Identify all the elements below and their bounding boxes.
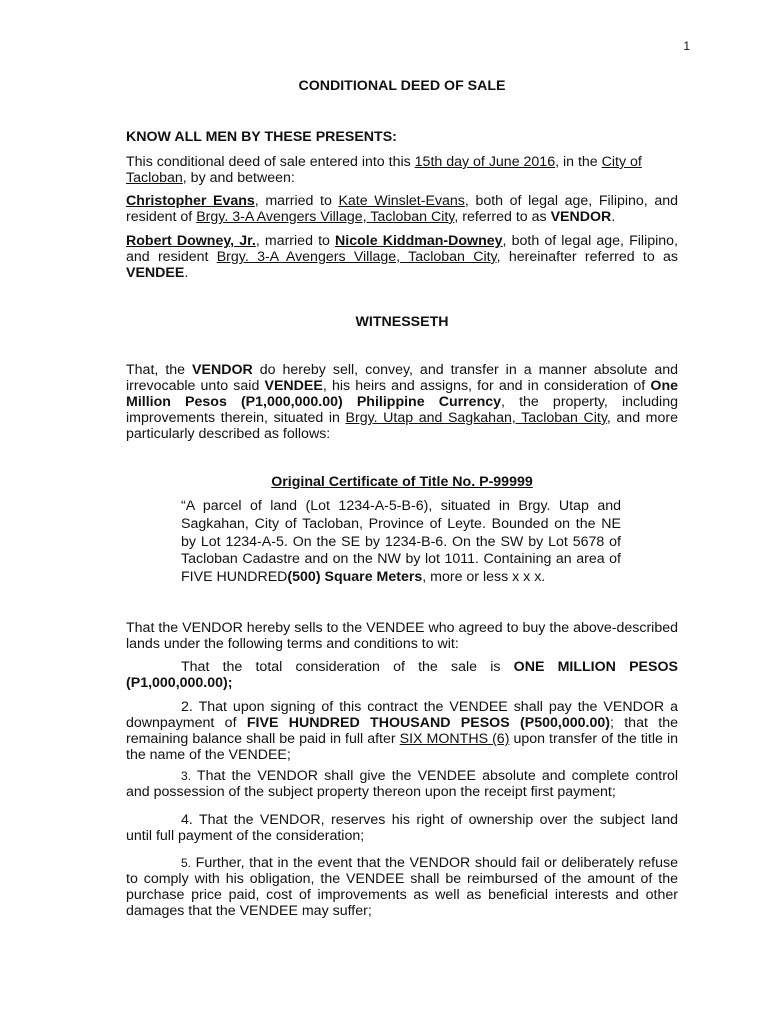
vendee-spouse: Nicole Kiddman-Downey — [335, 233, 503, 249]
vendor-spouse: Kate Winslet-Evans — [338, 193, 465, 209]
page-number: 1 — [683, 39, 690, 53]
preamble: KNOW ALL MEN BY THESE PRESENTS: — [126, 129, 397, 145]
vendee-party-paragraph: Robert Downey, Jr., married to Nicole Kiddman-Downey, both of legal age, Filipino, and resident Brgy. 3-A Avengers Village, Tacloban City, hereinafter referred to as VENDEE. — [126, 233, 678, 281]
vendor-party-paragraph: Christopher Evans, married to Kate Winslet-Evans, both of legal age, Filipino, and resident of Brgy. 3-A Avengers Village, Tacloban City, referred to as VENDOR. — [126, 193, 678, 225]
term-3: 3. That the VENDOR shall give the VENDEE absolute and complete control and possession of the subject property thereon upon the receipt first payment; — [126, 768, 678, 800]
property-location: Brgy. Utap and Sagkahan, Tacloban City — [345, 410, 607, 426]
title-certificate-heading: Original Certificate of Title No. P-99999 — [271, 474, 533, 490]
intro-paragraph: This conditional deed of sale entered into this 15th day of June 2016, in the City of Tacloban, by and between: — [126, 154, 642, 186]
witnesseth-heading: WITNESSETH — [355, 314, 449, 330]
terms-intro-paragraph: That the VENDOR hereby sells to the VENDEE who agreed to buy the above-described lands under the following terms and conditions to wit: — [126, 620, 678, 652]
vendor-address: Brgy. 3-A Avengers Village, Tacloban City — [196, 209, 455, 225]
conveyance-paragraph: That, the VENDOR do hereby sell, convey, and transfer in a manner absolute and irrevocable unto said VENDEE, his heirs and assigns, for and in consideration of One Million Pesos (P1,000,000.00) Philippine Currency, the property, including improvements therein, situated in Brgy. Utap and Sagkahan, Tacloban City, and more particularly described as follows: — [126, 362, 678, 442]
payment-period: SIX MONTHS (6) — [399, 731, 510, 747]
consideration-amount: One Million Pesos (P1,000,000.00) Philippine Currency — [126, 378, 678, 410]
term-4: 4. That the VENDOR, reserves his right of ownership over the subject land until full payment of the consideration; — [126, 812, 678, 844]
document-title: CONDITIONAL DEED OF SALE — [298, 78, 506, 94]
term-2: 2. That upon signing of this contract the VENDEE shall pay the VENDOR a downpayment of FIVE HUNDRED THOUSAND PESOS (P500,000.00); that the remaining balance shall be paid in full after SIX MONTHS (6) upon transfer of the title in the name of the VENDEE; — [126, 699, 678, 763]
vendee-name: Robert Downey, Jr. — [126, 233, 256, 249]
term-1: That the total consideration of the sale is ONE MILLION PESOS (P1,000,000.00); — [126, 659, 678, 691]
vendor-name: Christopher Evans — [126, 193, 255, 209]
contract-city: City of — [601, 154, 642, 170]
term-5: 5. Further, that in the event that the VENDOR should fail or deliberately refuse to comply with his obligation, the VENDEE shall be reimbursed of the amount of the purchase price paid, cost of improvements as well as beneficial interests and other damages that the VENDEE may suffer; — [126, 855, 678, 919]
vendee-address: Brgy. 3-A Avengers Village, Tacloban City — [216, 249, 497, 265]
contract-date: 15th day of June 2016 — [414, 154, 556, 170]
land-description: “A parcel of land (Lot 1234-A-5-B-6), situated in Brgy. Utap and Sagkahan, City of Tacloban, Province of Leyte. Bounded on the NE by Lot 1234-A-5. On the SE by 1234-B-6. On the SW by Lot 5678 of Tacloban Cadastre and on the NW by lot 1011. Containing an area of FIVE HUNDRED(500) Square Meters, more or less x x x. — [181, 498, 621, 586]
